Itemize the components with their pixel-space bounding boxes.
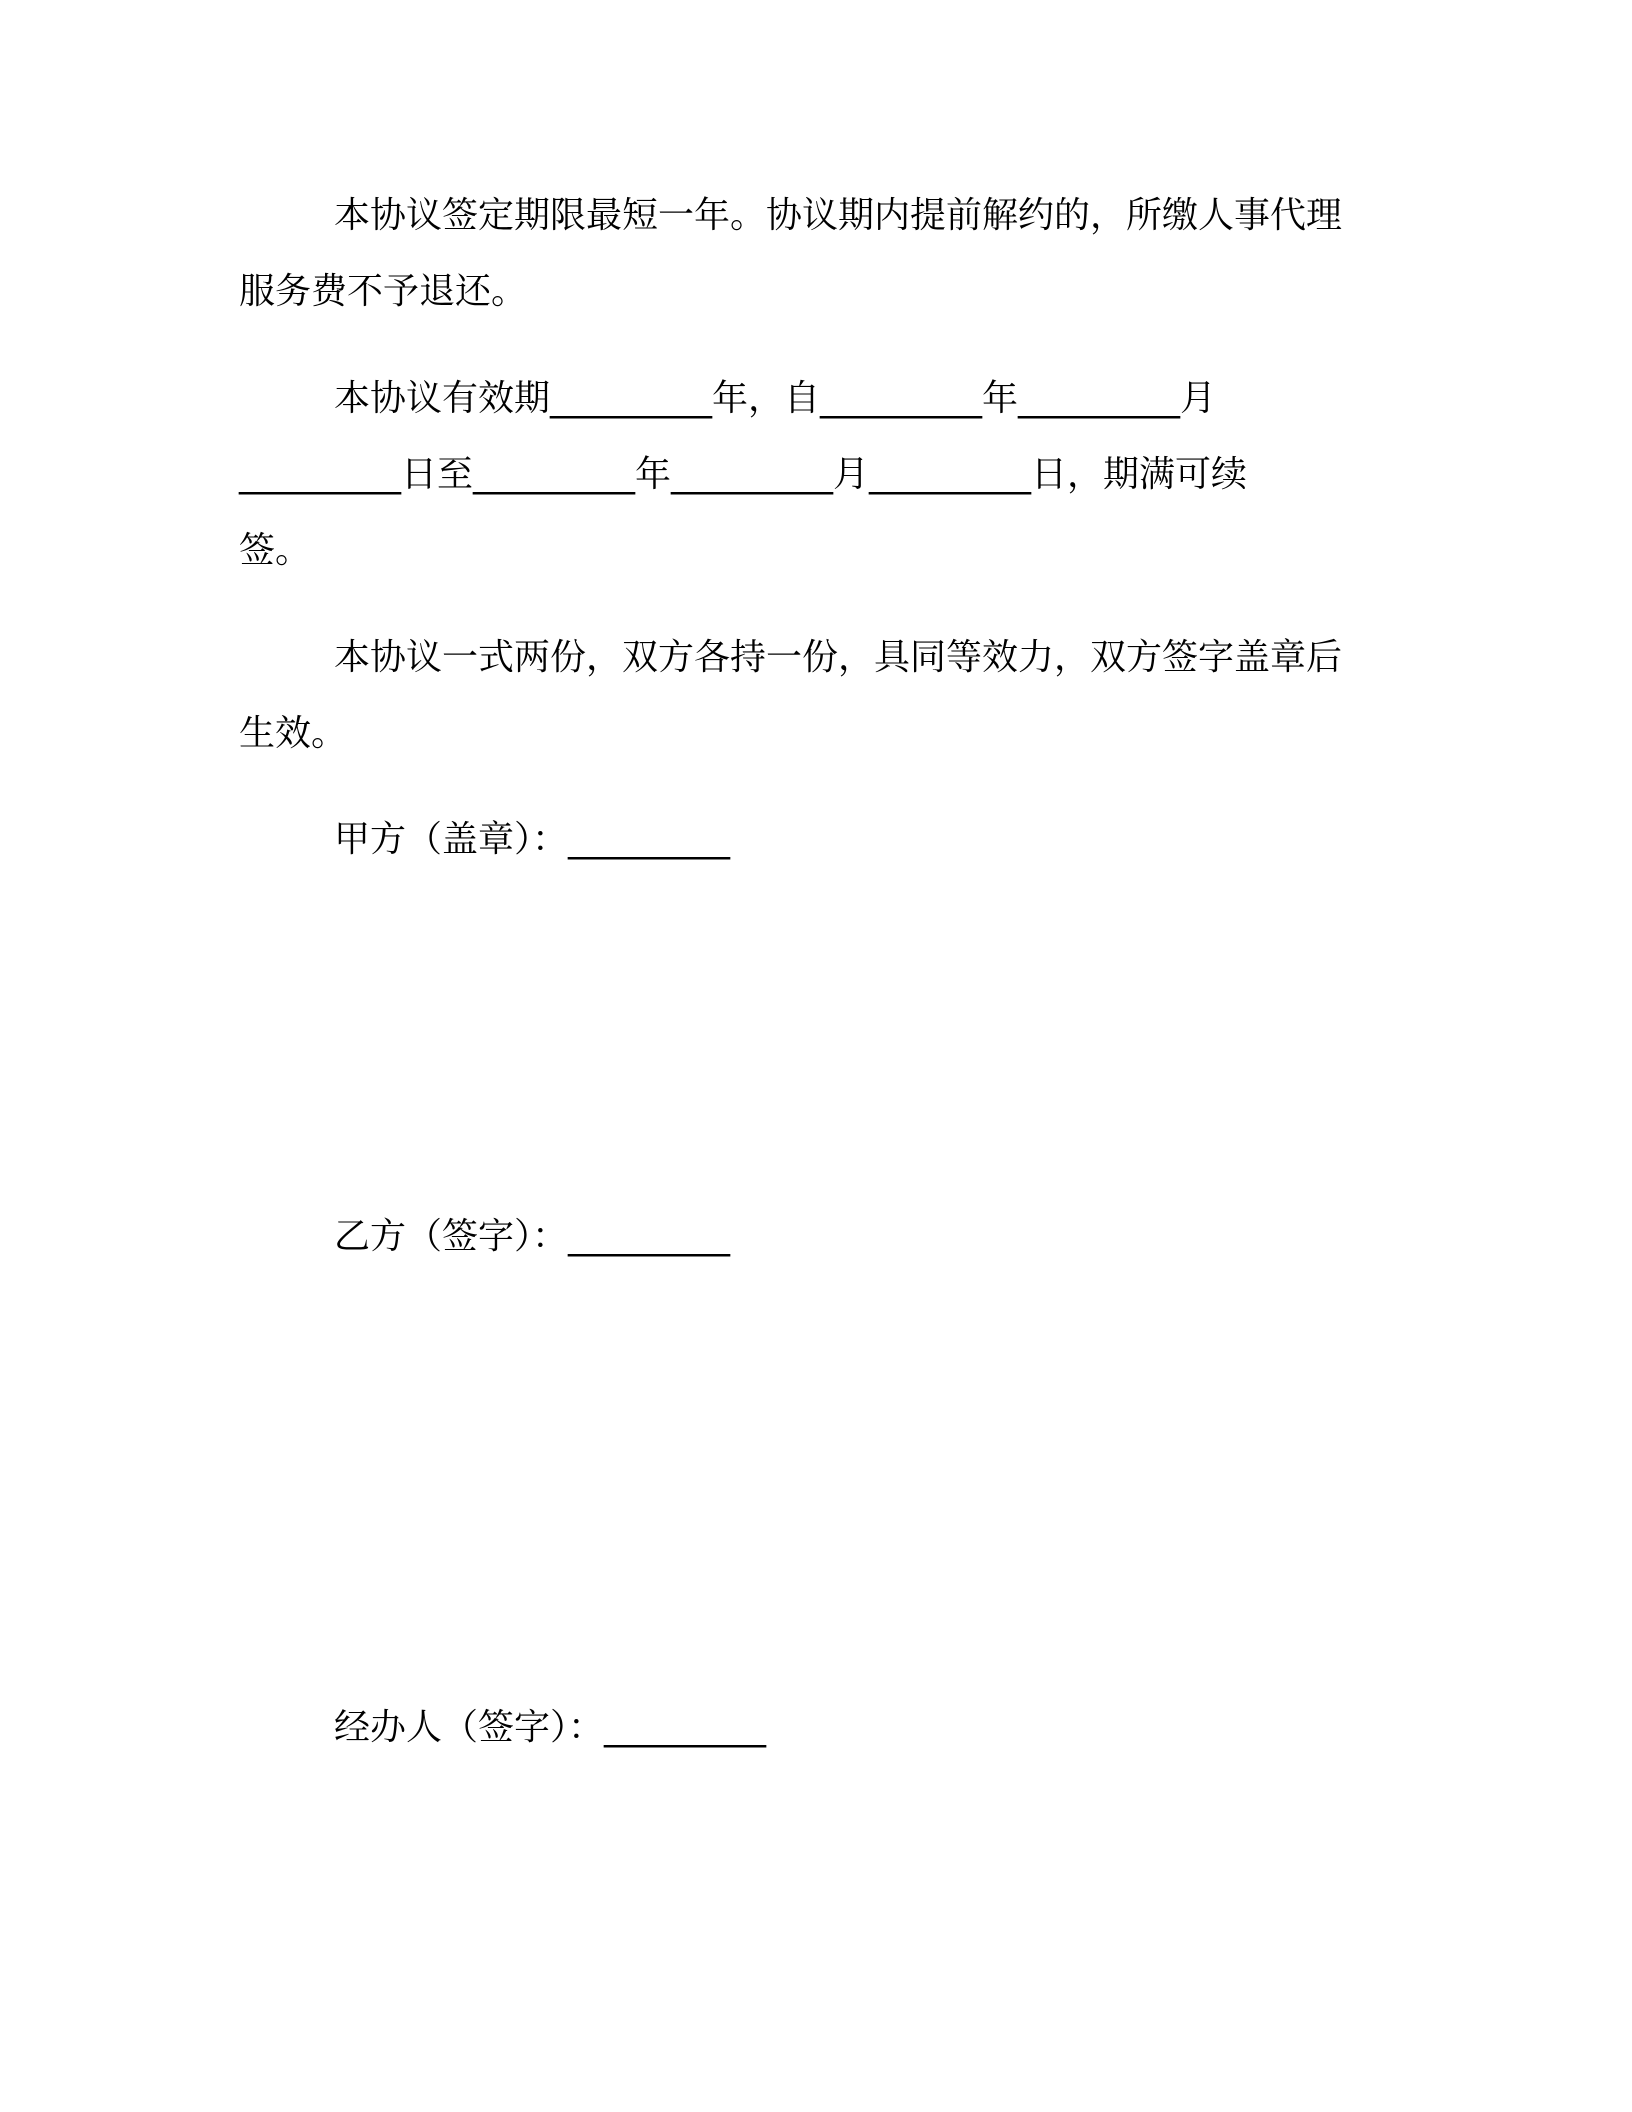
- term-paragraph-line-2: 服务费不予退还。: [239, 271, 528, 312]
- copies-paragraph-line-1: 本协议一式两份，双方各持一份，具同等效力，双方签字盖章后: [334, 637, 1343, 678]
- party-b-signature-line: 乙方（签字）：_________: [334, 1216, 731, 1257]
- copies-paragraph-line-2: 生效。: [239, 713, 348, 754]
- validity-paragraph-line-1: 本协议有效期_________年，自_________年_________月: [334, 378, 1217, 419]
- validity-paragraph-line-3: 签。: [239, 530, 312, 571]
- term-paragraph-line-1: 本协议签定期限最短一年。协议期内提前解约的，所缴人事代理: [334, 195, 1343, 236]
- handler-signature-line: 经办人（签字）：_________: [334, 1707, 767, 1748]
- party-a-signature-line: 甲方（盖章）：_________: [334, 819, 731, 860]
- validity-paragraph-line-2: _________日至_________年_________月_________日，期满可续: [239, 454, 1248, 495]
